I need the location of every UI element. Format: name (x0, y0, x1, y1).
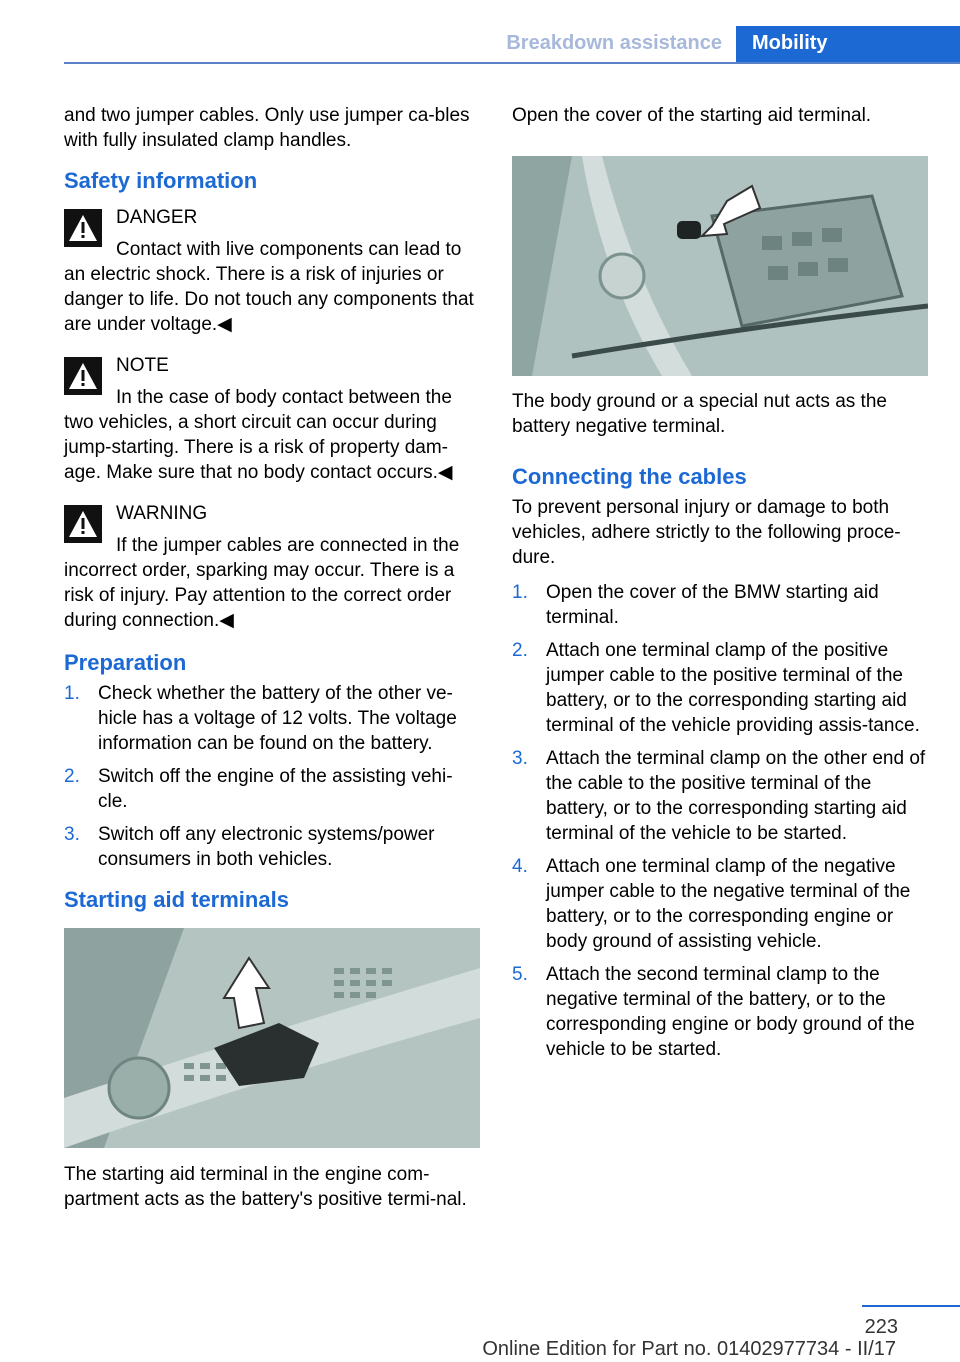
warning-note (64, 353, 480, 485)
list-item: 1. Open the cover of the BMW starting aid terminal. (512, 582, 879, 628)
warning-triangle-icon (64, 505, 102, 543)
ground-terminal-photo (512, 156, 928, 376)
right-column (512, 100, 928, 1070)
list-item: 5. Attach the second terminal clamp to the negative terminal of the battery, or to the corresponding engine or body ground of the vehicle to be started. (512, 964, 915, 1060)
preparation-steps (64, 681, 480, 872)
warning-warning (64, 501, 480, 633)
warning-text: In the case of body contact between the two vehicles, a short circuit can occur during jump-starting. There is a risk of property dam-age. Make sure that no body contact occurs.◀ (64, 387, 453, 483)
connecting-heading: Connecting the cables (512, 464, 747, 489)
warning-triangle-icon (64, 357, 102, 395)
list-item: 2. Attach one terminal clamp of the positive jumper cable to the positive terminal of the battery, or to the corresponding starting aid terminal of the vehicle providing assis-tance. (512, 640, 920, 736)
warning-title: WARNING (116, 503, 208, 524)
warning-text: Contact with live components can lead to an electric shock. There is a risk of injuries or danger to life. Do not touch any components that are under voltage.◀ (64, 239, 474, 335)
edition-text: Online Edition for Part no. 01402977734 - II/17 (482, 1338, 896, 1360)
list-item: 3. Attach the terminal clamp on the other end of the cable to the positive terminal of the battery, or to the corresponding starting aid terminal of the vehicle to be started. (512, 748, 926, 844)
list-item: 2. Switch off the engine of the assisting vehi-cle. (64, 766, 453, 812)
page-number: 223 (864, 1316, 898, 1338)
warning-title: NOTE (116, 355, 169, 376)
page-header (64, 26, 960, 64)
list-item: 3. Switch off any electronic systems/power consumers in both vehicles. (64, 824, 435, 870)
list-item: 1. Check whether the battery of the other ve-hicle has a voltage of 12 volts. The voltage information can be found on the battery. (64, 683, 457, 754)
connecting-steps (512, 580, 928, 1062)
preparation-heading: Preparation (64, 650, 187, 675)
terminals-heading: Starting aid terminals (64, 887, 289, 912)
ground-photo-caption: The body ground or a special nut acts as the battery negative terminal. (512, 391, 887, 437)
header-chapter-tab: Mobility (736, 26, 960, 62)
left-column (64, 100, 480, 1212)
page-number-rule (862, 1305, 960, 1307)
open-cover-text: Open the cover of the starting aid terminal. (512, 105, 872, 126)
engine-compartment-photo (64, 928, 480, 1148)
intro-text: and two jumper cables. Only use jumper ca-bles with fully insulated clamp handles. (64, 105, 470, 151)
warning-triangle-icon (64, 209, 102, 247)
safety-heading: Safety information (64, 168, 258, 193)
warning-title: DANGER (116, 207, 198, 228)
header-section-title: Breakdown assistance (506, 32, 722, 54)
warning-danger (64, 205, 480, 337)
terminal-photo-caption: The starting aid terminal in the engine com-partment acts as the battery's positive termi-nal. (64, 1164, 467, 1210)
list-item: 4. Attach one terminal clamp of the negative jumper cable to the negative terminal of the battery, or to the corresponding engine or body ground of assisting vehicle. (512, 856, 911, 952)
warning-text: If the jumper cables are connected in the incorrect order, sparking may occur. There is a risk of injury. Pay attention to the correct order during connection.◀ (64, 535, 460, 631)
connecting-intro: To prevent personal injury or damage to both vehicles, adhere strictly to the following proce-dure. (512, 497, 901, 568)
